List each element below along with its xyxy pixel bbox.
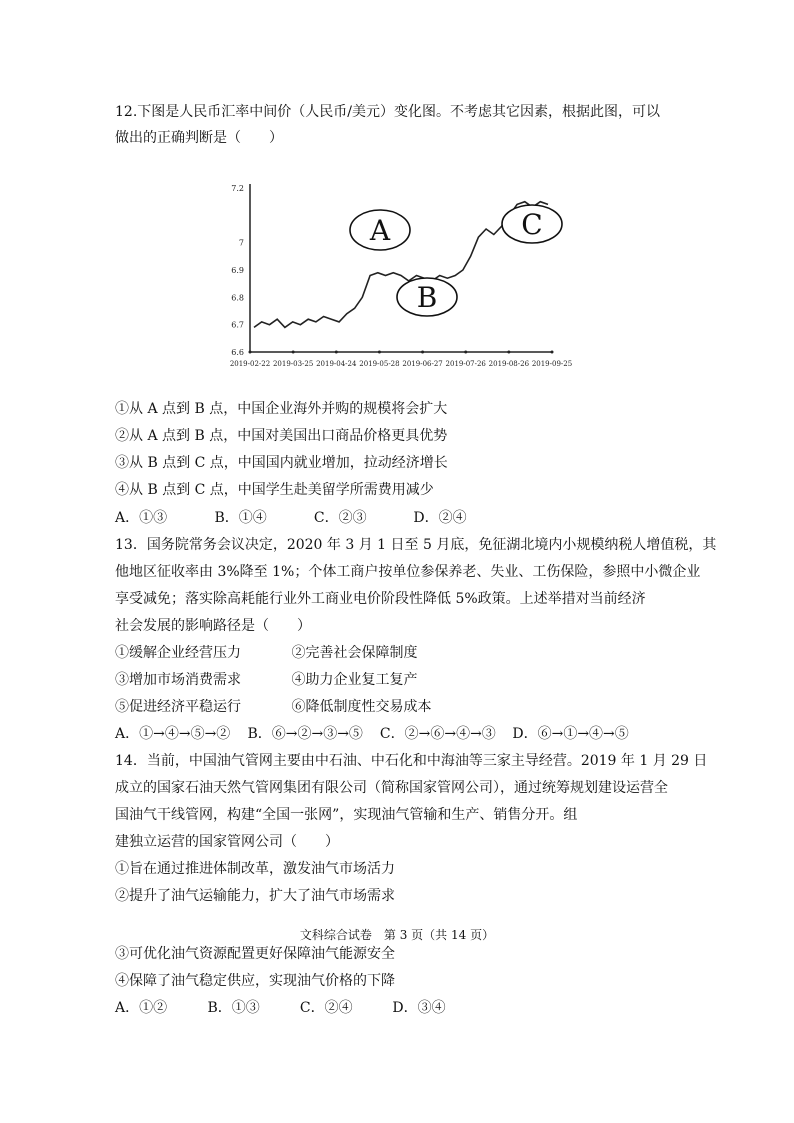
q13-item-3: ③增加市场消费需求 xyxy=(115,672,241,688)
q13-item-4: ④助力企业复工复产 xyxy=(291,672,418,688)
y-tick-label: 7 xyxy=(238,238,244,248)
q12-stem-line1: 12.下图是人民币汇率中间价（人民币/美元）变化图。不考虑其它因素，根据此图，可以 xyxy=(115,104,660,120)
y-tick-label: 6.9 xyxy=(231,266,244,275)
exchange-rate-chart xyxy=(212,178,572,378)
annotation-label: A xyxy=(369,214,391,247)
q13-items-row1 xyxy=(115,643,417,663)
q14-stem-line1: 14．当前，中国油气管网主要由中石油、中石化和中海油等三家主导经营。2019 年 1 月 29 日 xyxy=(115,753,708,769)
q14-stem-line3: 国油气干线管网，构建“全国一张网”，实现油气管输和生产、销售分开。组 xyxy=(115,807,578,823)
page-footer: 文科综合试卷 第 3 页（共 14 页） xyxy=(299,928,495,942)
q13-option-b[interactable]: B．⑥→②→③→⑤ xyxy=(247,726,363,742)
y-tick-label: 6.6 xyxy=(231,348,244,357)
x-tick-label: 2019-02-22 xyxy=(229,360,271,368)
q14-statement-4: ④保障了油气稳定供应，实现油气价格的下降 xyxy=(115,973,395,989)
q12-option-b[interactable]: B．①④ xyxy=(214,510,267,526)
q13-item-6: ⑥降低制度性交易成本 xyxy=(291,699,432,715)
q14-statement-3: ③可优化油气资源配置更好保障油气能源安全 xyxy=(115,946,395,962)
q14-statement-2: ②提升了油气运输能力，扩大了油气市场需求 xyxy=(115,888,395,904)
q13-stem-line3: 享受减免；落实除高耗能行业外工商业电价阶段性降低 5%政策。上述举措对当前经济 xyxy=(115,591,646,607)
q14-option-a[interactable]: A．①② xyxy=(115,1000,168,1016)
x-tick-label: 2019-05-28 xyxy=(359,360,400,368)
q13-item-5: ⑤促进经济平稳运行 xyxy=(115,699,241,715)
q13-items-row3 xyxy=(115,697,431,717)
x-tick-mark xyxy=(507,351,510,354)
q14-option-d[interactable]: D．③④ xyxy=(392,1000,446,1016)
x-tick-label: 2019-04-24 xyxy=(316,360,357,368)
y-tick-label: 7.2 xyxy=(231,184,244,193)
annotation-label: C xyxy=(521,208,543,241)
q12-options xyxy=(115,508,467,528)
y-tick-label: 6.7 xyxy=(231,320,244,330)
q13-stem-line4: 社会发展的影响路径是（ ） xyxy=(115,618,311,634)
q14-stem-line2: 成立的国家石油天然气管网集团有限公司（简称国家管网公司），通过统筹规划建设运营全 xyxy=(115,780,668,796)
q12-statement-4: ④从 B 点到 C 点，中国学生赴美留学所需费用减少 xyxy=(115,482,434,498)
q14-options xyxy=(115,998,446,1018)
q12-statement-1: ①从 A 点到 B 点，中国企业海外并购的规模将会扩大 xyxy=(115,401,448,417)
q13-option-a[interactable]: A．①→④→⑤→② xyxy=(115,726,231,742)
x-tick-label: 2019-07-26 xyxy=(445,360,486,368)
q12-stem-line2: 做出的正确判断是（ ） xyxy=(115,130,283,146)
q12-option-c[interactable]: C．②③ xyxy=(313,510,367,526)
q12-option-a[interactable]: A．①③ xyxy=(115,510,168,526)
q13-stem-line1: 13．国务院常务会议决定，2020 年 3 月 1 日至 5 月底，免征湖北境内小规模纳税人增值税，其 xyxy=(115,537,717,553)
q13-stem-line2: 他地区征收率由 3%降至 1%；个体工商户按单位参保养老、失业、工伤保险，参照中小微企业 xyxy=(115,564,701,580)
q12-statement-2: ②从 A 点到 B 点，中国对美国出口商品价格更具优势 xyxy=(115,428,448,444)
q14-stem-line4: 建独立运营的国家管网公司（ ） xyxy=(115,834,339,850)
x-tick-mark xyxy=(464,351,467,354)
q14-statement-1: ①旨在通过推进体制改革，激发油气市场活力 xyxy=(115,861,395,877)
y-tick-label: 6.8 xyxy=(231,293,244,303)
q13-option-d[interactable]: D．⑥→①→④→⑤ xyxy=(512,726,629,742)
x-tick-mark xyxy=(378,351,381,354)
q13-item-1: ①缓解企业经营压力 xyxy=(115,645,241,661)
q14-option-c[interactable]: C．②④ xyxy=(299,1000,353,1016)
x-tick-label: 2019-09-25 xyxy=(531,360,572,368)
annotation-label: B xyxy=(416,281,438,314)
x-tick-label: 2019-06-27 xyxy=(402,360,443,368)
q14-option-b[interactable]: B．①③ xyxy=(207,1000,260,1016)
q13-items-row2 xyxy=(115,670,417,690)
x-tick-label: 2019-08-26 xyxy=(488,360,530,368)
q13-option-c[interactable]: C．②→⑥→④→③ xyxy=(379,726,496,742)
q12-option-d[interactable]: D．②④ xyxy=(413,510,467,526)
x-tick-label: 2019-03-25 xyxy=(272,360,314,368)
q13-item-2: ②完善社会保障制度 xyxy=(291,645,418,661)
x-tick-mark xyxy=(249,351,252,354)
x-tick-mark xyxy=(551,351,554,354)
q12-statement-3: ③从 B 点到 C 点，中国国内就业增加，拉动经济增长 xyxy=(115,455,448,471)
q13-options xyxy=(115,724,629,744)
x-tick-mark xyxy=(292,351,295,354)
x-tick-mark xyxy=(335,351,338,354)
x-tick-mark xyxy=(421,351,424,354)
